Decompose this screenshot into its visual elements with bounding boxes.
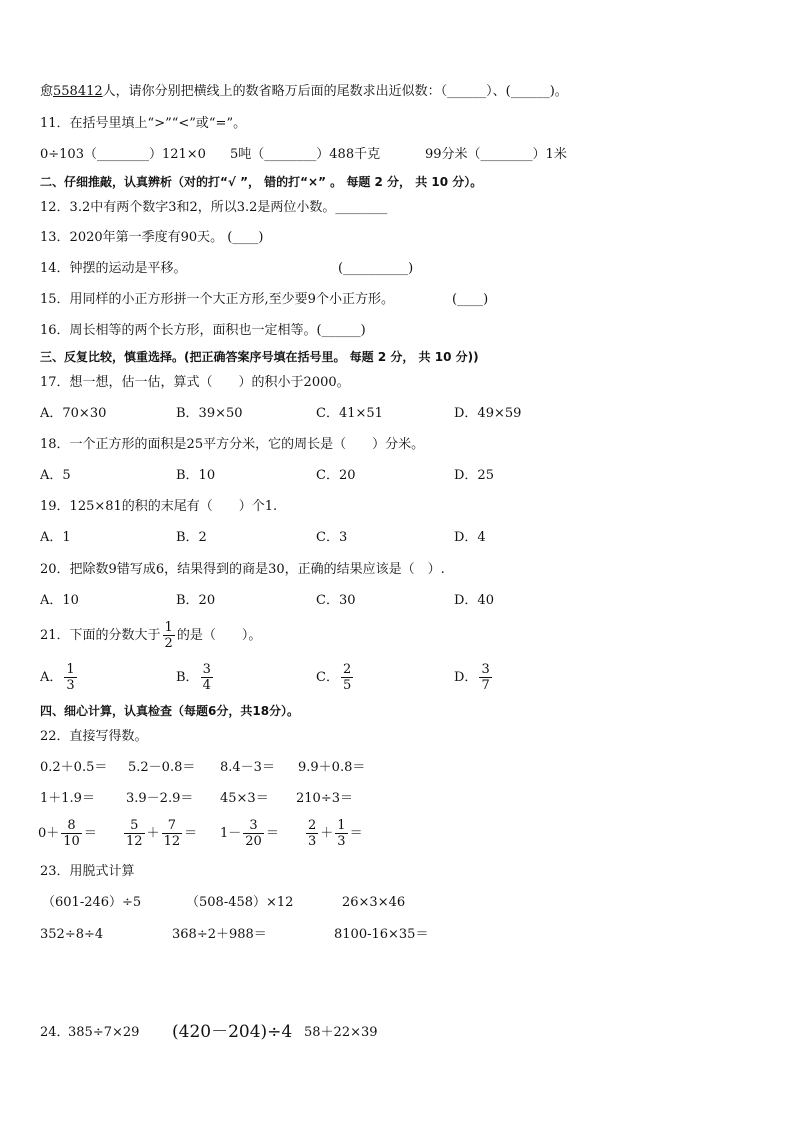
q23-row2-e3: 8100-16×35＝ bbox=[334, 927, 429, 942]
q23-row2-e1: 352÷8÷4 bbox=[40, 927, 104, 942]
q22-row3-e4-fraction-1 bbox=[306, 818, 318, 849]
fraction-numerator: 5 bbox=[130, 818, 139, 833]
q21-option-b-fraction bbox=[201, 662, 213, 693]
q24-e1: 385÷7×29 bbox=[68, 1025, 140, 1040]
q10-tail-number: 558412 bbox=[53, 84, 103, 99]
q22-row2-e2: 3.9－2.9＝ bbox=[126, 791, 194, 806]
fraction-denominator: 7 bbox=[481, 678, 490, 693]
q20-option-a: A．10 bbox=[40, 593, 79, 608]
fraction-denominator: 10 bbox=[63, 834, 80, 849]
q18-option-d: D．25 bbox=[454, 468, 494, 483]
q21-option-b bbox=[176, 660, 215, 696]
q21-option-c-fraction bbox=[341, 662, 353, 693]
expr-equals: ＝ bbox=[265, 826, 279, 841]
q18-option-c: C．20 bbox=[316, 468, 356, 483]
section-2-header: 二、仔细推敲，认真辨析（对的打“√ ”， 错的打“×” 。 每题 2 分， 共 10 分）。 bbox=[40, 175, 483, 189]
q17-option-a: A．70×30 bbox=[40, 406, 107, 421]
q18-option-b: B．10 bbox=[176, 468, 216, 483]
fraction-denominator: 12 bbox=[163, 834, 181, 849]
q21-stem-post: 的是（ ）。 bbox=[176, 628, 262, 643]
expr-equals: ＝ bbox=[349, 826, 363, 841]
fraction-numerator: 3 bbox=[249, 818, 258, 833]
q10-tail-rest: 人，请你分别把横线上的数省略万后面的尾数求出近似数：（______）、(______)。 bbox=[102, 84, 568, 99]
expr-prefix: 0＋ bbox=[38, 826, 60, 841]
q22-row3-e2-fraction-2 bbox=[162, 818, 183, 849]
q23-row1-e3: 26×3×46 bbox=[342, 895, 406, 910]
fraction-numerator: 2 bbox=[308, 818, 317, 833]
q22-row3-e3 bbox=[220, 815, 279, 853]
fraction-denominator: 3 bbox=[66, 678, 75, 693]
fraction-numerator: 1 bbox=[337, 818, 346, 833]
q22-row2-e1: 1＋1.9＝ bbox=[40, 791, 95, 806]
q18-option-a: A．5 bbox=[40, 468, 71, 483]
q19-option-d: D．4 bbox=[454, 530, 486, 545]
q10-tail-line bbox=[40, 84, 568, 100]
q21-option-d bbox=[454, 660, 494, 696]
section-4-header: 四、细心计算，认真检查（每题6分，共18分）。 bbox=[40, 704, 300, 718]
fraction-denominator: 5 bbox=[342, 678, 352, 693]
fraction-numerator: 8 bbox=[67, 818, 76, 833]
q19-option-a: A．1 bbox=[40, 530, 71, 545]
expr-equals: ＝ bbox=[83, 826, 97, 841]
q11-item-1: 0÷103（________）121×0 bbox=[40, 147, 206, 162]
q21-option-a-fraction bbox=[64, 662, 76, 693]
q24-e3: 58＋22×39 bbox=[304, 1025, 378, 1040]
q22-row1-e3: 8.4－3＝ bbox=[220, 760, 275, 775]
q23-row1-e2: （508-458）×12 bbox=[186, 895, 294, 910]
q20-option-c: C．30 bbox=[316, 593, 356, 608]
section-3-header: 三、反复比较，慎重选择。(把正确答案序号填在括号里。 每题 2 分， 共 10 分)) bbox=[40, 350, 479, 364]
q14: 14．钟摆的运动是平移。 bbox=[40, 261, 187, 276]
q12: 12．3.2中有两个数字3和2，所以3.2是两位小数。________ bbox=[40, 200, 388, 215]
q17-option-c: C．41×51 bbox=[316, 406, 383, 421]
fraction-denominator: 2 bbox=[164, 636, 173, 651]
q18-stem: 18．一个正方形的面积是25平方分米，它的周长是（ ）分米。 bbox=[40, 437, 425, 452]
fraction-denominator: 3 bbox=[308, 834, 317, 849]
expr-operator: ＋ bbox=[146, 826, 160, 841]
option-label: B． bbox=[176, 670, 199, 685]
fraction-denominator: 20 bbox=[245, 834, 262, 849]
fraction-numerator: 3 bbox=[202, 662, 211, 677]
q21-option-c bbox=[316, 660, 355, 696]
fraction-denominator: 12 bbox=[126, 834, 143, 849]
q20-option-d: D．40 bbox=[454, 593, 494, 608]
fraction-denominator: 3 bbox=[337, 834, 346, 849]
q20-option-b: B．20 bbox=[176, 593, 216, 608]
option-label: A． bbox=[40, 670, 63, 685]
q22-row1-e4: 9.9＋0.8＝ bbox=[298, 760, 366, 775]
expr-prefix: 1－ bbox=[220, 826, 242, 841]
expr-equals: ＝ bbox=[184, 826, 198, 841]
q23-title: 23．用脱式计算 bbox=[40, 864, 135, 879]
option-label: D． bbox=[454, 670, 478, 685]
q13: 13．2020年第一季度有90天。 (____) bbox=[40, 230, 264, 245]
q21-stem-pre: 21．下面的分数大于 bbox=[40, 628, 161, 643]
q10-tail-pre: 愈 bbox=[40, 84, 54, 99]
q23-row2-e2: 368÷2＋988＝ bbox=[172, 927, 267, 942]
q15-blank: (____) bbox=[452, 292, 489, 307]
q20-stem: 20．把除数9错写成6，结果得到的商是30，正确的结果应该是（ ）. bbox=[40, 562, 445, 577]
q11-title: 11．在括号里填上“>”“<”或“=”。 bbox=[40, 116, 247, 131]
fraction-numerator: 7 bbox=[167, 818, 176, 833]
q22-row2-e4: 210÷3＝ bbox=[296, 791, 353, 806]
q19-stem: 19．125×81的积的末尾有（ ）个1. bbox=[40, 499, 278, 514]
q21-option-a bbox=[40, 660, 79, 696]
q15: 15．用同样的小正方形拼一个大正方形,至少要9个小正方形。 bbox=[40, 292, 394, 307]
q21-stem-fraction bbox=[163, 620, 175, 651]
q11-item-3: 99分米（________）1米 bbox=[425, 147, 567, 162]
expr-operator: ＋ bbox=[320, 826, 334, 841]
q22-row3-e4 bbox=[304, 815, 363, 853]
q22-row3-e1 bbox=[38, 815, 97, 853]
fraction-denominator: 4 bbox=[202, 678, 211, 693]
fraction-numerator: 3 bbox=[481, 662, 490, 677]
option-label: C． bbox=[316, 670, 339, 685]
q23-row1-e1: （601-246）÷5 bbox=[42, 895, 142, 910]
q17-option-d: D．49×59 bbox=[454, 406, 522, 421]
q11-item-2: 5吨（________）488千克 bbox=[230, 147, 381, 162]
fraction-numerator: 1 bbox=[164, 620, 173, 635]
q21-stem bbox=[40, 620, 261, 652]
q22-row3-e2-fraction-1 bbox=[124, 818, 145, 849]
q22-row2-e3: 45×3＝ bbox=[220, 791, 269, 806]
q22-row3-e4-fraction-2 bbox=[335, 818, 347, 849]
q22-row3-e3-fraction bbox=[243, 818, 264, 849]
fraction-numerator: 2 bbox=[342, 662, 352, 677]
q19-option-b: B．2 bbox=[176, 530, 207, 545]
q22-row1-e2: 5.2－0.8＝ bbox=[128, 760, 196, 775]
q22-row3-e2 bbox=[122, 815, 197, 853]
q21-option-d-fraction bbox=[479, 662, 491, 693]
q22-title: 22．直接写得数。 bbox=[40, 729, 148, 744]
q22-row1-e1: 0.2＋0.5＝ bbox=[40, 760, 108, 775]
q24-label: 24． bbox=[40, 1025, 70, 1040]
q24-e2: (420－204)÷4 bbox=[172, 1022, 293, 1042]
fraction-numerator: 1 bbox=[66, 662, 75, 677]
q22-row3-e1-fraction bbox=[61, 818, 82, 849]
q16: 16．周长相等的两个长方形，面积也一定相等。(______) bbox=[40, 323, 366, 338]
q17-option-b: B．39×50 bbox=[176, 406, 243, 421]
q19-option-c: C．3 bbox=[316, 530, 348, 545]
q14-blank: (__________) bbox=[338, 261, 414, 276]
q17-stem: 17．想一想，估一估，算式（ ）的积小于2000。 bbox=[40, 375, 350, 390]
